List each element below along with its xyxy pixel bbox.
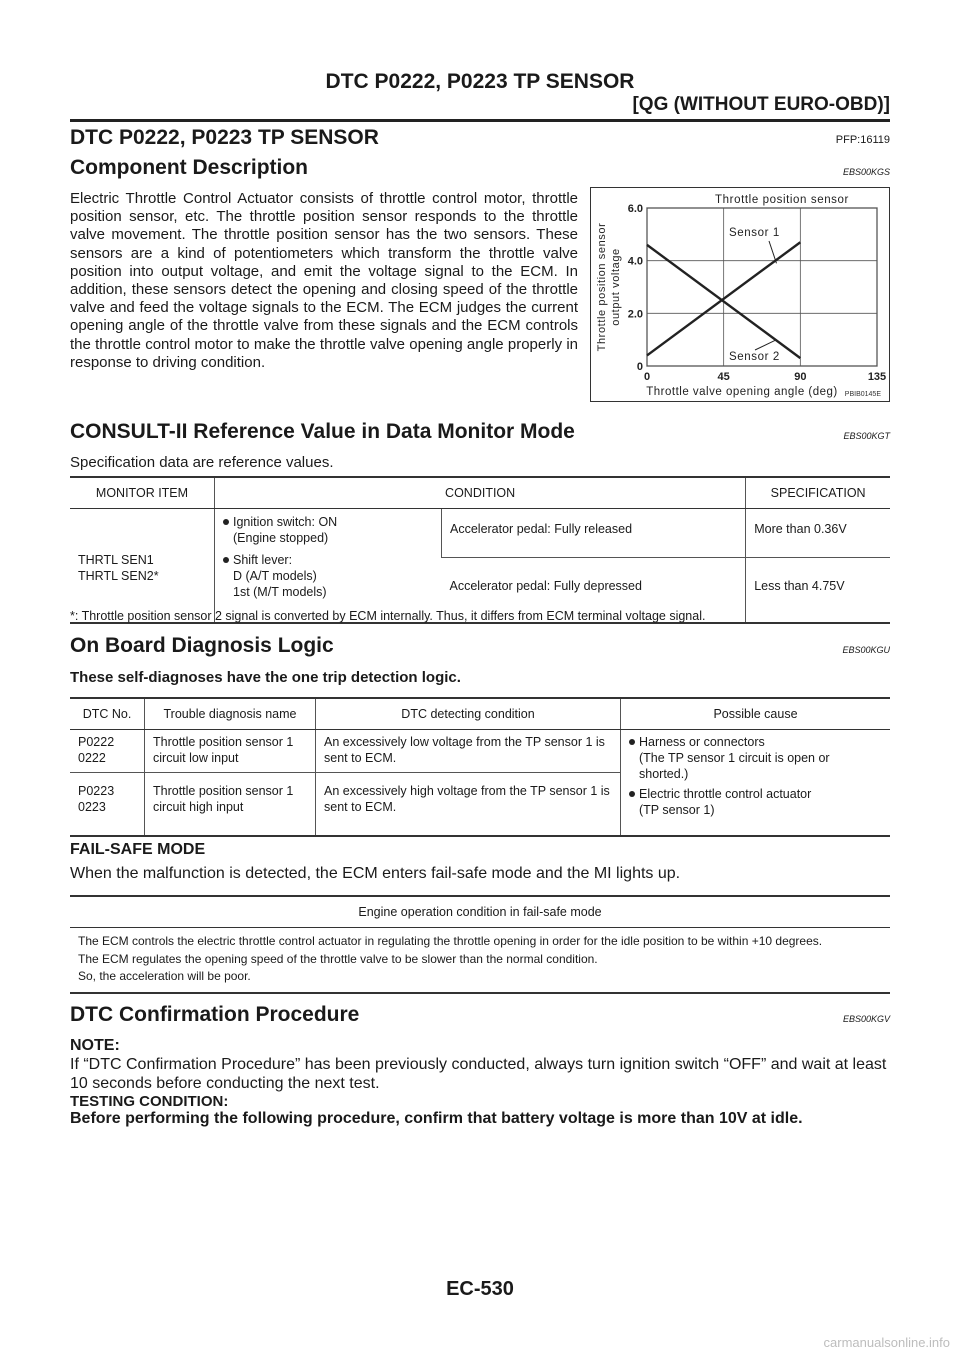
x-tick-label: 45 [717,371,730,383]
confirm-testing-text: Before performing the following procedure, confirm that battery voltage is more than 10V at idle. [70,1110,803,1127]
tp-sensor-chart [590,187,890,402]
y-axis-label-line-1: Throttle position sensor [596,222,608,352]
obd-name-2: Throttle position sensor 1 circuit high input [145,773,316,837]
cond-ignition: Ignition switch: ON (Engine stopped) [223,514,433,546]
y-axis-label-line-2: output voltage [610,248,622,326]
cause-harness: Harness or connectors (The TP sensor 1 circuit is open or shorted.) [629,734,882,782]
consult-code: EBS00KGT [843,431,890,441]
running-header-subtitle: [QG (WITHOUT EURO-OBD)] [632,94,890,115]
page-number: EC-530 [446,1278,514,1300]
obd-condition-2: An excessively high voltage from the TP sensor 1 is sent to ECM. [316,773,621,837]
failsafe-heading: FAIL-SAFE MODE [70,841,206,858]
consult-table [70,476,890,624]
legend-label-sensor-2: Sensor 2 [729,351,780,363]
consult-cond-1: Accelerator pedal: Fully released [442,509,746,558]
x-tick-label: 90 [794,371,807,383]
cause-actuator: Electric throttle control actuator (TP sensor 1) [629,786,882,818]
obd-col-dtc: DTC No. [70,698,145,730]
obd-condition-1: An excessively low voltage from the TP sensor 1 is sent to ECM. [316,730,621,773]
header-rule [70,119,890,122]
y-tick-label: 0 [636,361,643,373]
consult-col-spec: SPECIFICATION [746,477,890,509]
monitor-item-2: THRTL SEN2* [78,568,159,583]
confirm-note-label: NOTE: [70,1037,120,1054]
obd-code: EBS00KGU [842,645,890,655]
obd-col-condition: DTC detecting condition [316,698,621,730]
cond-shift: Shift lever: D (A/T models) 1st (M/T models) [223,552,433,600]
failsafe-table-header: Engine operation condition in fail-safe mode [70,896,890,928]
leader-line-sensor-2 [755,340,776,350]
failsafe-line-3: So, the acceleration will be poor. [78,969,251,983]
consult-heading: CONSULT-II Reference Value in Data Monitor Mode [70,420,575,443]
obd-name-1: Throttle position sensor 1 circuit low input [145,730,316,773]
consult-col-condition: CONDITION [215,477,746,509]
failsafe-table [70,895,890,994]
component-text: Electric Throttle Control Actuator consists of throttle control motor, throttle position sensor, etc. The throttle position sensor responds to the throttle valve movement. The throttle position sensor has the two sensors. These sensors are a kind of potentiometers which transform the throttle valve position into output voltage, and emit the voltage signal to the ECM. In addition, these sensors detect the opening and closing speed of the throttle valve and feed the voltage signals to the ECM. The ECM judges the current opening angle of the throttle valve from these signals and the ECM controls the throttle control motor to make the throttle valve opening angle properly in response to driving condition. [70,190,578,371]
y-tick-label: 4.0 [627,255,643,268]
confirm-note-text: If “DTC Confirmation Procedure” has been previously conducted, always turn ignition switch “OFF” and wait at least 10 seconds before conducting the next test. [70,1056,887,1092]
consult-intro: Specification data are reference values. [70,454,334,471]
failsafe-table-body [70,928,890,993]
leader-line-sensor-1 [769,241,776,263]
obd-intro: These self-diagnoses have the one trip detection logic. [70,669,461,686]
failsafe-line-1: The ECM controls the electric throttle control actuator in regulating the throttle opening in order for the idle position to be within +10 degrees. [78,934,823,948]
consult-common-condition [215,509,442,624]
component-heading: Component Description [70,156,309,179]
chart-title: Throttle position sensor [715,194,849,206]
consult-footnote: *: Throttle position sensor 2 signal is converted by ECM internally. Thus, it differs from ECM terminal voltage signal. [70,609,706,623]
confirm-heading: DTC Confirmation Procedure [70,1003,360,1026]
watermark: carmanualsonline.info [823,1335,950,1350]
consult-col-monitor: MONITOR ITEM [70,477,215,509]
obd-causes [621,730,891,837]
consult-spec-1: More than 0.36V [746,509,890,558]
x-tick-label: 135 [867,371,887,383]
confirm-code: EBS00KGV [842,1014,890,1024]
x-axis-label: Throttle valve opening angle (deg) [646,386,838,398]
x-tick-label: 0 [643,371,651,383]
table-row [70,730,890,773]
obd-table [70,697,890,837]
consult-cond-2: Accelerator pedal: Fully depressed [442,558,746,624]
chart-svg [591,188,889,401]
consult-monitor-item [70,509,215,624]
chart-texts [596,194,886,398]
obd-dtc-2: P0223 0223 [70,773,145,837]
section-code: PFP:16119 [835,134,890,146]
y-tick-label: 2.0 [627,308,643,321]
failsafe-line-2: The ECM regulates the opening speed of the throttle valve to be slower than the normal condition. [78,951,598,966]
section-title: DTC P0222, P0223 TP SENSOR [70,126,379,149]
monitor-item-1: THRTL SEN1 [78,552,154,567]
obd-heading: On Board Diagnosis Logic [70,634,334,657]
y-tick-label: 6.0 [627,203,643,215]
obd-col-cause: Possible cause [621,698,891,730]
component-code: EBS00KGS [842,167,890,177]
consult-spec-2: Less than 4.75V [746,558,890,624]
running-header-title: DTC P0222, P0223 TP SENSOR [325,70,635,93]
obd-col-name: Trouble diagnosis name [145,698,316,730]
figure-code: PBIB0145E [844,391,881,398]
obd-dtc-1: P0222 0222 [70,730,145,773]
confirm-testing-label: TESTING CONDITION: [70,1093,229,1110]
legend-label-sensor-1: Sensor 1 [729,227,780,239]
failsafe-text: When the malfunction is detected, the ECM enters fail-safe mode and the MI lights up. [70,865,681,882]
